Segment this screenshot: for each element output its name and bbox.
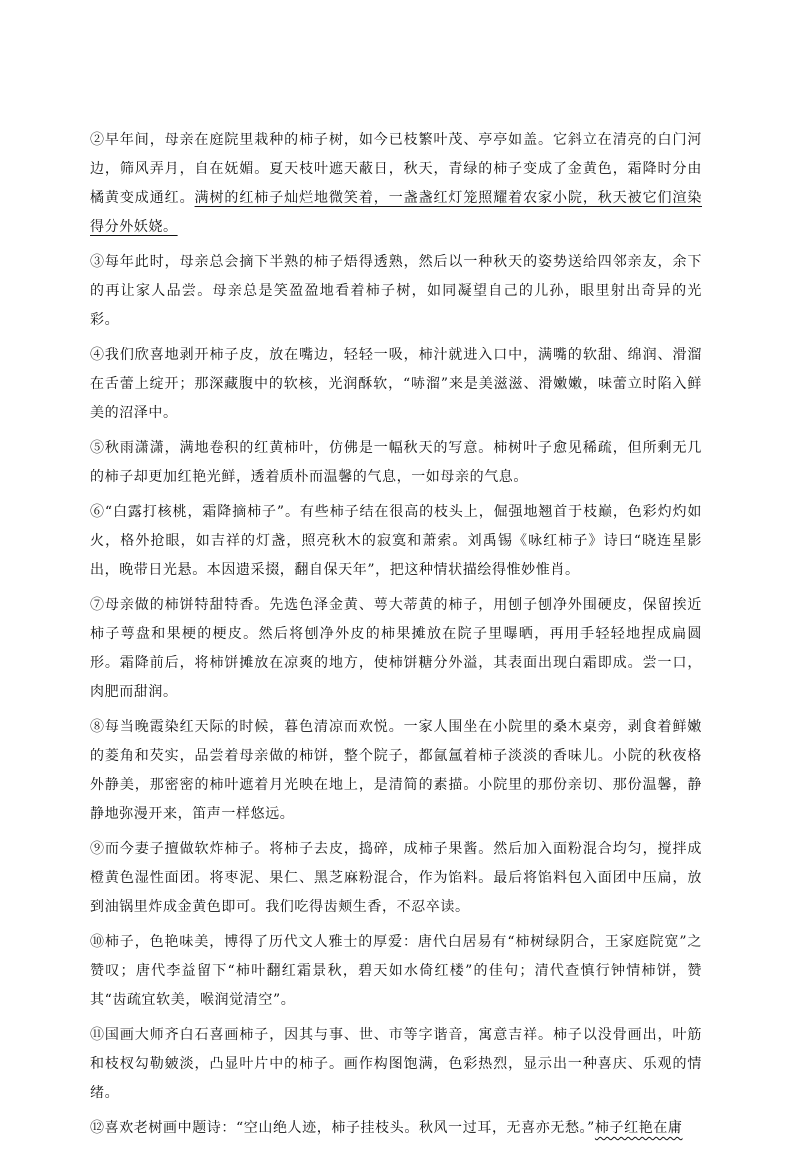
article-body — [90, 126, 702, 1149]
paragraph-11 — [90, 1021, 702, 1108]
paragraph-2 — [90, 126, 702, 242]
paragraph-2-text: ②早年间，母亲在庭院里栽种的柿子树，如今已枝繁叶茂、亭亭如盖。它斜立在清亮的白门河边，筛风弄月，自在妩媚。夏天枝叶遮天蔽日，秋天，青绿的柿子变成了金黄色，霜降时分由橘黄变成通红。 — [90, 132, 702, 206]
paragraph-2-underlined-text: 满树的红柿子灿烂地微笑着，一盏盏红灯笼照耀着农家小院，秋天被它们渲染得分外妖娆。 — [90, 190, 702, 235]
paragraph-7 — [90, 591, 702, 707]
paragraph-3-text: ③每年此时，母亲总会摘下半熟的柿子焐得透熟，然后以一种秋天的姿势送给四邻亲友，余下的再让家人品尝。母亲总是笑盈盈地看着柿子树，如同凝望自己的儿孙，眼里射出奇异的光彩。 — [90, 254, 702, 328]
paragraph-11-text: ⑪国画大师齐白石喜画柿子，因其与事、世、市等字谐音，寓意吉祥。柿子以没骨画出，叶筋和枝杈勾勒皴淡，凸显叶片中的柿子。画作构图饱满，色彩热烈，显示出一种喜庆、乐观的情绪。 — [90, 1027, 702, 1101]
paragraph-9 — [90, 835, 702, 922]
paragraph-10 — [90, 928, 702, 1015]
paragraph-12-wavy-underlined-text: 柿子红艳在庸 — [594, 1120, 683, 1136]
paragraph-10-text: ⑩柿子，色艳味美，博得了历代文人雅士的厚爱：唐代白居易有“柿树绿阴合，王家庭院宽”之赞叹；唐代李益留下“柿叶翻红霜景秋，碧天如水倚红楼”的佳句；清代查慎行钟情柿饼，赞其“齿疏宜软美，喉润觉清空”。 — [90, 934, 702, 1008]
paragraph-8 — [90, 713, 702, 829]
paragraph-4 — [90, 341, 702, 428]
paragraph-7-text: ⑦母亲做的柿饼特甜特香。先选色泽金黄、萼大蒂黄的柿子，用刨子刨净外围硬皮，保留挨近柿子萼盘和果梗的梗皮。然后将刨净外皮的柿果摊放在院子里曝晒，再用手轻轻地捏成扁圆形。霜降前后，将柿饼摊放在凉爽的地方，使柿饼糖分外溢，其表面出现白霜即成。尝一口，肉肥而甜润。 — [90, 597, 702, 700]
paragraph-12 — [90, 1114, 702, 1143]
paragraph-5 — [90, 434, 702, 492]
paragraph-8-text: ⑧每当晚霞染红天际的时候，暮色清凉而欢悦。一家人围坐在小院里的桑木桌旁，剥食着鲜嫩的菱角和芡实，品尝着母亲做的柿饼，整个院子，都氤氲着柿子淡淡的香味儿。小院的秋夜格外静美，那密密的柿叶遮着月光映在地上，是清简的素描。小院里的那份亲切、那份温馨，静静地弥漫开来，笛声一样悠远。 — [90, 719, 702, 822]
paragraph-3 — [90, 248, 702, 335]
paragraph-5-text: ⑤秋雨潇潇，满地卷积的红黄柿叶，仿佛是一幅秋天的写意。柿树叶子愈见稀疏，但所剩无几的柿子却更加红艳光鲜，透着质朴而温馨的气息，一如母亲的气息。 — [90, 440, 702, 485]
paragraph-4-text: ④我们欣喜地剥开柿子皮，放在嘴边，轻轻一吸，柿汁就进入口中，满嘴的软甜、绵润、滑溜在舌蕾上绽开；那深藏腹中的软核，光润酥软，“哧溜”来是美滋滋、滑嫩嫩，味蕾立时陷入鲜美的沼泽中。 — [90, 347, 702, 421]
paragraph-6 — [90, 498, 702, 585]
paragraph-6-text: ⑥“白露打核桃，霜降摘柿子”。有些柿子结在很高的枝头上，倔强地翘首于枝巅，色彩灼灼如火，格外抢眼，如吉祥的灯盏，照亮秋木的寂寞和萧索。刘禹锡《咏红柿子》诗曰“晓连星影出，晚带日光悬。本因遗采掇，翻自保天年”，把这种情状描绘得惟妙惟肖。 — [90, 504, 702, 578]
paragraph-12-text: ⑫喜欢老树画中题诗：“空山绝人迹，柿子挂枝头。秋风一过耳，无喜亦无愁。” — [90, 1120, 595, 1136]
paragraph-9-text: ⑨而今妻子擅做软炸柿子。将柿子去皮，捣碎，成柿子果酱。然后加入面粉混合均匀，搅拌成橙黄色湿性面团。将枣泥、果仁、黑芝麻粉混合，作为馅料。最后将馅料包入面团中压扁，放到油锅里炸成金黄色即可。我们吃得齿颊生香，不忍卒读。 — [90, 841, 702, 915]
